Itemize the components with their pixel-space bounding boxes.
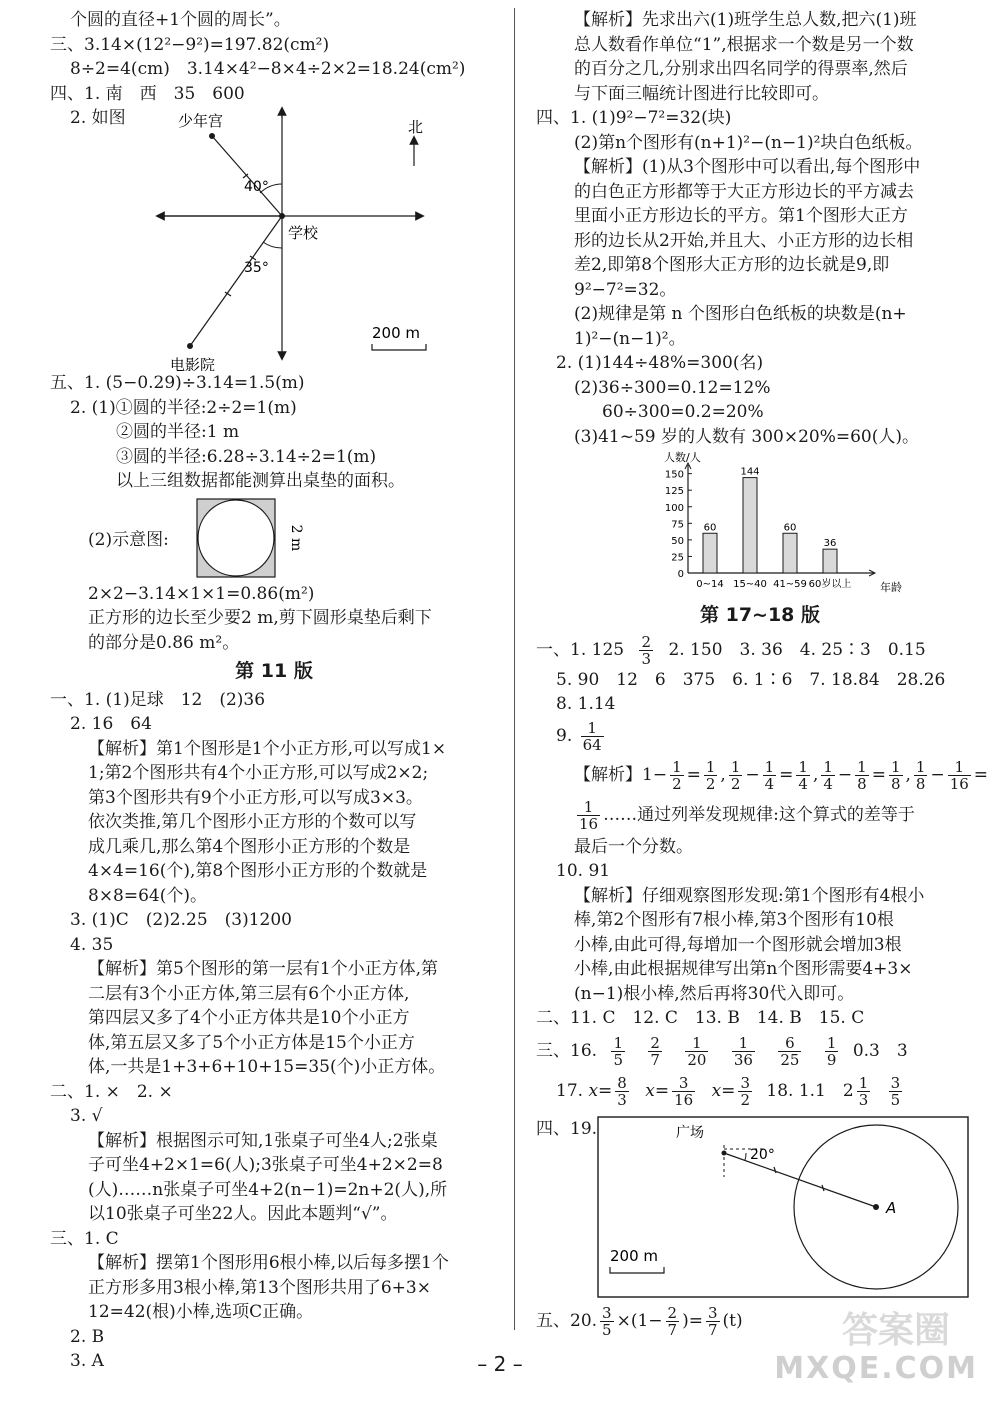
- fraction: $\frac{2}{7}$: [650, 1033, 660, 1069]
- text-line: 二、1. × 2. ×: [50, 1081, 173, 1102]
- fraction: $\frac{1}{5}$: [613, 1033, 623, 1069]
- north-label: 北: [408, 118, 424, 136]
- answer-line: [536, 1031, 984, 1071]
- text-line: 【解析】(1)从3个图形中可以看出,每个图形中: [574, 157, 921, 177]
- text-line: 小棒,由此可得,每增加一个图形就会增加3根: [574, 934, 902, 955]
- text-line: 形的边长从2开始,并且大、小正方形的边长相: [574, 230, 914, 251]
- fraction: $\frac{1}{2}$: [705, 757, 716, 793]
- variable: x=: [645, 1080, 670, 1101]
- text: 五、20.: [536, 1310, 598, 1331]
- text-line: 2. (1)①圆的半径:2÷2=1(m): [70, 397, 297, 418]
- text-line: 5. 90 12 6 375 6. 1∶6 7. 18.84 28.26: [556, 669, 946, 690]
- text-line: 体,一共是1+3+6+10+15=35(个)小正方体。: [88, 1057, 446, 1077]
- text-line: 三、3.14×(12²−9²)=197.82(cm²): [50, 34, 330, 55]
- text-line: 2. 如图: [70, 108, 126, 128]
- map-figure: [536, 1115, 984, 1301]
- text: 17.: [556, 1080, 584, 1101]
- text: (t): [722, 1310, 743, 1331]
- plaza-label: 广场: [676, 1124, 704, 1141]
- y-tick-label: 75: [671, 519, 684, 531]
- fraction: $\frac{1}{8}$: [890, 757, 901, 793]
- right-column: [536, 8, 989, 1341]
- variable: x=: [711, 1080, 736, 1101]
- fraction: $\frac{1}{8}$: [857, 757, 867, 793]
- text-line: 正方形的边长至少要2 m,剪下圆形桌垫后剩下: [88, 608, 432, 628]
- left-column: [50, 8, 498, 1374]
- angle-label: 20°: [750, 1146, 775, 1163]
- text: 9.: [556, 725, 573, 746]
- y-tick-label: 25: [671, 552, 684, 564]
- fraction: $\frac{2}{3}$: [641, 632, 652, 668]
- text-line: 2. 16 64: [70, 714, 152, 734]
- x-tick-label: 15~40: [733, 579, 767, 590]
- y-tick-label: 125: [664, 486, 684, 498]
- x-axis-label: 年龄: [880, 581, 902, 594]
- analysis-line: [536, 795, 984, 835]
- fraction: $\frac{3}{2}$: [740, 1073, 750, 1109]
- watermark-url: MXQE.COM: [774, 1350, 978, 1386]
- fraction: $\frac{8}{3}$: [617, 1073, 627, 1109]
- text-line: 【解析】摆第1个图形用6根小棒,以后每多摆1个: [88, 1253, 449, 1273]
- bar-value-label: 60: [783, 522, 797, 534]
- y-axis-label: 人数/人: [664, 451, 701, 464]
- text-line: 9²−7²=32。: [574, 279, 677, 300]
- text-line: 1;第2个图形共有4个小正方形,可以写成2×2;: [88, 763, 429, 783]
- text-line: 【解析】仔细观察图形发现:第1个图形有4根小: [574, 885, 925, 906]
- bar: [823, 549, 837, 573]
- x-tick-label: 60岁以上: [808, 579, 852, 590]
- text-line: 的百分之几,分别求出四名同学的得票率,然后: [574, 59, 908, 79]
- text-line: 【解析】根据图示可知,1张桌子可坐4人;2张桌: [88, 1130, 438, 1151]
- text-line: 一、1. (1)足球 12 (2)36: [50, 689, 266, 710]
- fraction: $\frac{1}{4}$: [764, 757, 775, 793]
- side-label: 2 m: [288, 524, 304, 551]
- text-line: 以上三组数据都能测算出桌垫的面积。: [116, 471, 405, 491]
- text-line: 10. 91: [556, 861, 611, 881]
- y-tick-label: 100: [664, 502, 684, 514]
- text-line: 正方形多用3根小棒,第13个图形共用了6+3×: [88, 1277, 431, 1298]
- section-title: 第 11 版: [235, 660, 313, 682]
- text-line: (n−1)根小棒,然后再将30代入即可。: [574, 983, 855, 1004]
- text-line: 2×2−3.14×1×1=0.86(m²): [88, 583, 315, 604]
- scale-label: 200 m: [610, 1246, 659, 1265]
- text-line: 第3个图形共有9个小正方形,可以写成3×3。: [88, 787, 423, 808]
- text-line: 子可坐4+2×1=6(人);3张桌子可坐4+2×2=8: [88, 1155, 443, 1175]
- question-label: 四、19.: [536, 1118, 598, 1139]
- text-line: 4. 35: [70, 934, 114, 955]
- text: 一、1. 125: [536, 639, 625, 660]
- text-line: 个圆的直径+1个圆的周长”。: [70, 10, 291, 30]
- analysis-line: 【解析】1− $\frac{1}{2}$ = $\frac{1}{2}$ , $\frac{1}{2}$ − $\frac{1}{4}$ = $\frac{1}{4}$ , $\frac{1}{4}$ − $\frac{1}{8}$ = $\frac{1}{8}$ , $\frac{1}{8}$ − $\frac{1}{16}$ =: [574, 757, 989, 793]
- text-line: 的白色正方形都等于大正方形边长的平方减去: [574, 181, 914, 202]
- text-line: 二层有3个小正方体,第三层有6个小正方体,: [88, 983, 410, 1004]
- text-line: 最后一个分数。: [574, 836, 693, 857]
- fraction: $\frac{1}{8}$: [915, 757, 926, 793]
- text-line: 总人数看作单位“1”,根据求一个数是另一个数: [574, 34, 914, 55]
- text-line: 以10张桌子可坐22人。因此本题判“√”。: [88, 1204, 398, 1224]
- text-line: 三、1. C: [50, 1228, 119, 1249]
- text-line: 8÷2=4(cm) 3.14×4²−8×4÷2×2=18.24(cm²): [70, 59, 466, 79]
- point-label: A: [886, 1198, 897, 1217]
- fraction: $\frac{1}{36}$: [733, 1033, 753, 1069]
- text-line: 体,第五层又多了5个小正方体是15个小正方: [88, 1032, 415, 1053]
- fraction: $\frac{1}{2}$: [672, 757, 682, 793]
- text-line: 【解析】先求出六(1)班学生总人数,把六(1)班: [574, 10, 917, 30]
- fraction: $\frac{1}{2}$: [730, 757, 741, 793]
- text-line: ②圆的半径:1 m: [116, 422, 240, 442]
- fraction: $\frac{3}{5}$: [602, 1303, 612, 1339]
- text-line: (2)规律是第 n 个图形白色纸板的块数是(n+: [574, 304, 907, 324]
- fraction: $\frac{1}{16}$: [949, 757, 969, 793]
- fraction: $\frac{6}{25}$: [780, 1033, 800, 1069]
- watermark-logo: 答案圈: [841, 1309, 950, 1351]
- text: 18. 1.1 2: [766, 1080, 854, 1101]
- text-line: 2. (1)144÷48%=300(名): [556, 353, 764, 373]
- place-label: 学校: [288, 224, 319, 242]
- text-line: 【解析】第1个图形是1个小正方形,可以写成1×: [88, 738, 447, 759]
- answer-line: [536, 632, 984, 668]
- page-number: – 2 –: [477, 1352, 523, 1376]
- text-line: 第四层又多了4个小正方体共是10个小正方: [88, 1008, 410, 1028]
- fraction: $\frac{1}{64}$: [582, 718, 602, 754]
- text-line: 3. (1)C (2)2.25 (3)1200: [70, 910, 292, 930]
- y-tick-label: 150: [664, 469, 684, 481]
- age-bar-chart: [536, 449, 984, 599]
- text: 【解析】1−: [574, 764, 668, 785]
- compass-figure: [50, 106, 498, 371]
- text-line: 棒,第2个图形有7根小棒,第3个图形有10根: [574, 910, 894, 930]
- text-line: (2)示意图:: [88, 529, 169, 550]
- text: 0.3 3: [852, 1040, 908, 1061]
- square-figure: [50, 498, 498, 582]
- text-line: 12=42(根)小棒,选项C正确。: [88, 1302, 314, 1322]
- variable: x=: [588, 1080, 613, 1101]
- y-tick-label: 50: [671, 535, 684, 547]
- text-line: 【解析】第5个图形的第一层有1个小正方体,第: [88, 959, 439, 979]
- fraction: $\frac{1}{4}$: [823, 757, 833, 793]
- text: ……通过列举发现规律:这个算式的差等于: [603, 804, 915, 825]
- text-line: 3. √: [70, 1106, 103, 1126]
- fraction: $\frac{3}{5}$: [890, 1073, 901, 1109]
- bar-value-label: 144: [740, 466, 760, 478]
- text-line: 差2,即第8个图形大正方形的边长就是9,即: [574, 255, 890, 275]
- text-line: 2. B: [70, 1326, 105, 1347]
- text-line: 与下面三幅统计图进行比较即可。: [574, 83, 829, 104]
- text-line: ③圆的半径:6.28÷3.14÷2=1(m): [116, 446, 377, 467]
- place-label: 少年宫: [178, 112, 224, 130]
- fraction: $\frac{2}{7}$: [667, 1303, 678, 1339]
- text-line: 成几乘几,那么第4个图形小正方形的个数是: [88, 836, 411, 857]
- fraction: $\frac{3}{16}$: [674, 1073, 694, 1109]
- fraction: $\frac{1}{16}$: [579, 797, 599, 833]
- bar-value-label: 36: [823, 538, 837, 550]
- y-tick-label: 0: [677, 569, 684, 580]
- fraction: $\frac{1}{20}$: [687, 1033, 707, 1069]
- text-line: 8×8=64(个)。: [88, 885, 208, 906]
- text-line: (2)36÷300=0.12=12%: [574, 377, 771, 398]
- angle-label: 40°: [244, 179, 269, 195]
- text-line: 60÷300=0.2=20%: [602, 402, 764, 422]
- bar: [703, 533, 717, 573]
- text-line: 8. 1.14: [556, 694, 616, 714]
- text-line: (人)……n张桌子可坐4+2(n−1)=2n+2(人),所: [88, 1179, 448, 1200]
- text-line: 的部分是0.86 m²。: [88, 632, 240, 653]
- fraction: $\frac{1}{3}$: [858, 1073, 869, 1109]
- text: 三、16.: [536, 1040, 598, 1061]
- text-line: 四、1. 南 西 35 600: [50, 83, 245, 104]
- text-line: 二、11. C 12. C 13. B 14. B 15. C: [536, 1008, 865, 1028]
- text-line: 小棒,由此根据规律写出第n个图形需要4+3×: [574, 959, 913, 979]
- text: ×(1−: [616, 1310, 663, 1331]
- text-line: (2)第n个图形有(n+1)²−(n−1)²块白色纸板。: [574, 132, 923, 153]
- text-line: 里面小正方形边长的平方。第1个图形大正方: [574, 206, 908, 226]
- bar-value-label: 60: [703, 522, 717, 534]
- x-tick-label: 0~14: [696, 579, 724, 590]
- column-divider: [514, 8, 515, 1330]
- x-tick-label: 41~59: [773, 579, 807, 590]
- text-line: 五、1. (5−0.29)÷3.14=1.5(m): [50, 373, 305, 393]
- text-line: (3)41~59 岁的人数有 300×20%=60(人)。: [574, 426, 920, 447]
- text-line: 四、1. (1)9²−7²=32(块): [536, 108, 732, 128]
- text-line: 1)²−(n−1)²。: [574, 328, 686, 349]
- answer-line: [536, 717, 984, 755]
- fraction: $\frac{3}{7}$: [707, 1303, 718, 1339]
- bar: [783, 533, 797, 573]
- bar: [743, 478, 757, 573]
- text: )=: [682, 1310, 703, 1331]
- scale-label: 200 m: [372, 324, 421, 342]
- section-title: 第 17~18 版: [699, 604, 821, 626]
- fraction: $\frac{1}{9}$: [826, 1033, 837, 1069]
- text: 2. 150 3. 36 4. 25∶3 0.15: [668, 639, 926, 660]
- text-line: 3. A: [70, 1351, 104, 1371]
- answer-line: [536, 1071, 984, 1111]
- fraction: $\frac{1}{4}$: [798, 757, 808, 793]
- text-line: 4×4=16(个),第8个图形小正方形的个数就是: [88, 861, 428, 881]
- text-line: 依次类推,第几个图形小正方形的个数可以写: [88, 812, 417, 832]
- angle-label: 35°: [244, 260, 269, 276]
- place-label: 电影院: [170, 356, 216, 371]
